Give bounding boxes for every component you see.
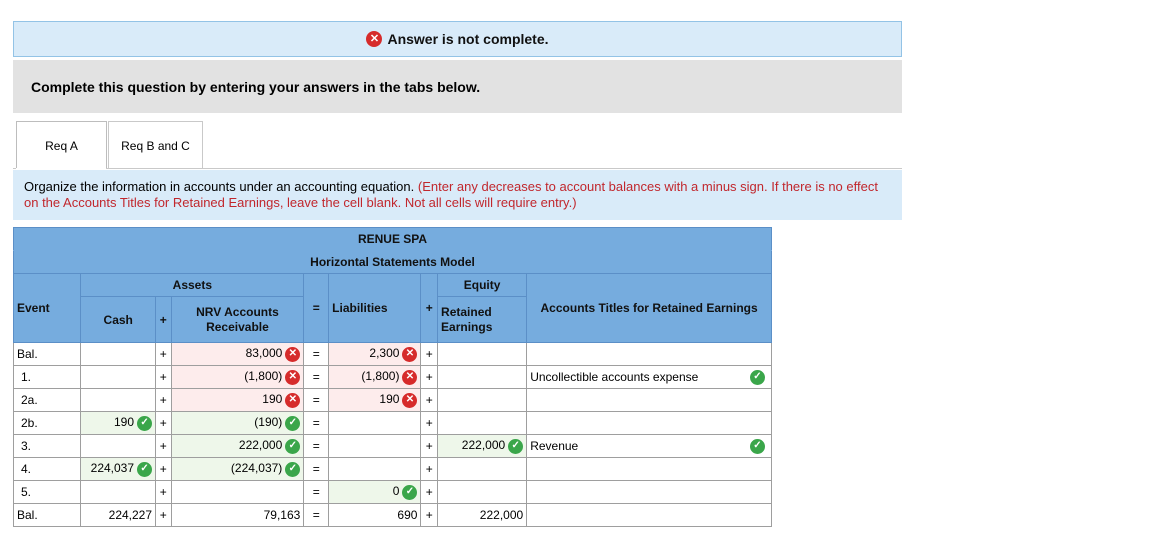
event-cell: Bal. bbox=[14, 504, 81, 527]
x-circle-icon: ✕ bbox=[366, 31, 382, 47]
retained-earnings-input[interactable] bbox=[438, 481, 527, 504]
question-prompt bbox=[13, 170, 902, 220]
cash-input[interactable] bbox=[81, 389, 156, 412]
nrv-input-value: 190 bbox=[262, 392, 283, 407]
table-row bbox=[14, 389, 772, 412]
model-title: Horizontal Statements Model bbox=[14, 251, 772, 274]
equals-sign: = bbox=[304, 412, 329, 435]
nrv-input-value: 83,000 bbox=[245, 346, 283, 361]
x-circle-icon: ✕ bbox=[285, 347, 300, 362]
liabilities-header: Liabilities bbox=[329, 274, 421, 343]
x-circle-icon: ✕ bbox=[285, 393, 300, 408]
nrv-input[interactable] bbox=[171, 481, 304, 504]
equals-sign: = bbox=[304, 504, 329, 527]
assets-header: Assets bbox=[81, 274, 304, 297]
plus-sign: + bbox=[156, 481, 172, 504]
check-circle-icon: ✓ bbox=[285, 416, 300, 431]
account-title-cell[interactable] bbox=[527, 458, 772, 481]
account-title-cell[interactable] bbox=[527, 504, 772, 527]
event-cell: 2a. bbox=[14, 389, 81, 412]
liabilities-input[interactable] bbox=[329, 481, 421, 504]
nrv-input[interactable] bbox=[171, 458, 304, 481]
x-circle-icon: ✕ bbox=[402, 347, 417, 362]
plus-sign: + bbox=[421, 504, 438, 527]
liabilities-input-value: 190 bbox=[379, 392, 400, 407]
equals-sign: = bbox=[304, 389, 329, 412]
check-circle-icon: ✓ bbox=[137, 462, 152, 477]
cash-input[interactable] bbox=[81, 504, 156, 527]
horizontal-statements-table bbox=[13, 227, 772, 527]
equals-header: = bbox=[304, 274, 329, 343]
plus-sign: + bbox=[421, 412, 438, 435]
answer-status-banner bbox=[13, 21, 902, 57]
plus-sign: + bbox=[421, 366, 438, 389]
account-title-cell[interactable] bbox=[527, 435, 772, 458]
nrv-input[interactable] bbox=[171, 343, 304, 366]
plus-sign: + bbox=[156, 458, 172, 481]
account-title-select[interactable] bbox=[527, 370, 771, 385]
equals-sign: = bbox=[304, 481, 329, 504]
account-title-cell[interactable] bbox=[527, 343, 772, 366]
plus-sign: + bbox=[156, 366, 172, 389]
instructions-box bbox=[13, 60, 902, 113]
table-row bbox=[14, 412, 772, 435]
check-circle-icon: ✓ bbox=[137, 416, 152, 431]
account-title-cell[interactable] bbox=[527, 366, 772, 389]
liabilities-input-value: (1,800) bbox=[361, 369, 400, 384]
check-circle-icon: ✓ bbox=[750, 370, 765, 385]
equals-sign: = bbox=[304, 366, 329, 389]
account-titles-header: Accounts Titles for Retained Earnings bbox=[527, 274, 772, 343]
cash-input[interactable] bbox=[81, 435, 156, 458]
retained-earnings-input[interactable] bbox=[438, 343, 527, 366]
nrv-input-value: 79,163 bbox=[263, 508, 301, 522]
plus-header-2: + bbox=[421, 274, 438, 343]
check-circle-icon: ✓ bbox=[508, 439, 523, 454]
retained-earnings-input[interactable] bbox=[438, 366, 527, 389]
answer-status-text: Answer is not complete. bbox=[387, 31, 549, 47]
check-circle-icon: ✓ bbox=[285, 462, 300, 477]
nrv-input[interactable] bbox=[171, 412, 304, 435]
liabilities-input-value: 0 bbox=[392, 484, 400, 499]
plus-sign: + bbox=[156, 389, 172, 412]
account-title-cell[interactable] bbox=[527, 389, 772, 412]
table-row bbox=[14, 481, 772, 504]
x-circle-icon: ✕ bbox=[402, 393, 417, 408]
nrv-input[interactable] bbox=[171, 435, 304, 458]
nrv-input-value: (224,037) bbox=[230, 461, 283, 476]
tab-req-b-and-c-label: Req B and C bbox=[121, 138, 190, 153]
plus-sign: + bbox=[421, 389, 438, 412]
liabilities-input[interactable] bbox=[329, 389, 421, 412]
cash-input[interactable] bbox=[81, 343, 156, 366]
liabilities-input-value: 690 bbox=[397, 508, 418, 522]
equals-sign: = bbox=[304, 458, 329, 481]
event-cell: Bal. bbox=[14, 343, 81, 366]
tab-req-b-and-c[interactable] bbox=[108, 121, 203, 169]
company-name: RENUE SPA bbox=[14, 228, 772, 251]
check-circle-icon: ✓ bbox=[285, 439, 300, 454]
plus-sign: + bbox=[421, 343, 438, 366]
check-circle-icon: ✓ bbox=[750, 439, 765, 454]
cash-input[interactable] bbox=[81, 366, 156, 389]
instructions-text: Complete this question by entering your answers in the tabs below. bbox=[31, 78, 481, 95]
cash-header: Cash bbox=[81, 297, 156, 343]
table-row bbox=[14, 366, 772, 389]
liabilities-input[interactable] bbox=[329, 435, 421, 458]
table-row bbox=[14, 435, 772, 458]
nrv-header: NRV Accounts Receivable bbox=[171, 297, 304, 343]
liabilities-input[interactable] bbox=[329, 458, 421, 481]
liabilities-input[interactable] bbox=[329, 366, 421, 389]
plus-sign: + bbox=[156, 435, 172, 458]
event-cell: 2b. bbox=[14, 412, 81, 435]
retained-earnings-input[interactable] bbox=[438, 412, 527, 435]
liabilities-input[interactable] bbox=[329, 504, 421, 527]
account-title-select[interactable] bbox=[527, 439, 771, 454]
question-note: (Enter any decreases to account balances with a minus sign. If there is no effect on the Accounts Titles for Retained Earnings, leave the cell blank. Not all cells will require entry.) bbox=[24, 179, 878, 210]
plus-sign: + bbox=[156, 343, 172, 366]
retained-earnings-input[interactable] bbox=[438, 458, 527, 481]
event-cell: 3. bbox=[14, 435, 81, 458]
liabilities-input-value: 2,300 bbox=[369, 346, 400, 361]
event-header: Event bbox=[14, 274, 81, 343]
retained-earnings-input-value: 222,000 bbox=[479, 508, 524, 522]
nrv-input-value: (1,800) bbox=[244, 369, 283, 384]
plus-sign: + bbox=[156, 504, 172, 527]
liabilities-input[interactable] bbox=[329, 343, 421, 366]
nrv-input[interactable] bbox=[171, 504, 304, 527]
nrv-input-value: 222,000 bbox=[238, 438, 283, 453]
retained-earnings-input[interactable] bbox=[438, 504, 527, 527]
liabilities-input[interactable] bbox=[329, 412, 421, 435]
retained-earnings-input-value: 222,000 bbox=[461, 438, 506, 453]
cash-input[interactable] bbox=[81, 458, 156, 481]
equity-header: Equity bbox=[438, 274, 527, 297]
plus-sign: + bbox=[421, 481, 438, 504]
table-row bbox=[14, 343, 772, 366]
table-row bbox=[14, 458, 772, 481]
nrv-input-value: (190) bbox=[254, 415, 283, 430]
check-circle-icon: ✓ bbox=[402, 485, 417, 500]
tab-divider bbox=[13, 168, 902, 169]
table-row bbox=[14, 504, 772, 527]
event-cell: 4. bbox=[14, 458, 81, 481]
plus-sign: + bbox=[421, 458, 438, 481]
retained-earnings-header: Retained Earnings bbox=[438, 297, 527, 343]
equals-sign: = bbox=[304, 343, 329, 366]
cash-input-value: 190 bbox=[114, 415, 135, 430]
cash-input[interactable] bbox=[81, 412, 156, 435]
cash-input[interactable] bbox=[81, 481, 156, 504]
cash-input-value: 224,227 bbox=[108, 508, 153, 522]
event-cell: 5. bbox=[14, 481, 81, 504]
x-circle-icon: ✕ bbox=[285, 370, 300, 385]
question-text: Organize the information in accounts under an accounting equation. bbox=[24, 179, 415, 194]
event-cell: 1. bbox=[14, 366, 81, 389]
retained-earnings-input[interactable] bbox=[438, 389, 527, 412]
tab-req-a[interactable] bbox=[16, 121, 107, 169]
nrv-input[interactable] bbox=[171, 366, 304, 389]
account-title-cell[interactable] bbox=[527, 481, 772, 504]
account-title-cell[interactable] bbox=[527, 412, 772, 435]
plus-sign: + bbox=[421, 435, 438, 458]
cash-input-value: 224,037 bbox=[90, 461, 135, 476]
account-title-value: Revenue bbox=[530, 439, 579, 453]
tab-req-a-label: Req A bbox=[45, 138, 78, 153]
x-circle-icon: ✕ bbox=[402, 370, 417, 385]
account-title-value: Uncollectible accounts expense bbox=[530, 370, 699, 384]
retained-earnings-input[interactable] bbox=[438, 435, 527, 458]
plus-header-1: + bbox=[156, 297, 172, 343]
plus-sign: + bbox=[156, 412, 172, 435]
equals-sign: = bbox=[304, 435, 329, 458]
nrv-input[interactable] bbox=[171, 389, 304, 412]
